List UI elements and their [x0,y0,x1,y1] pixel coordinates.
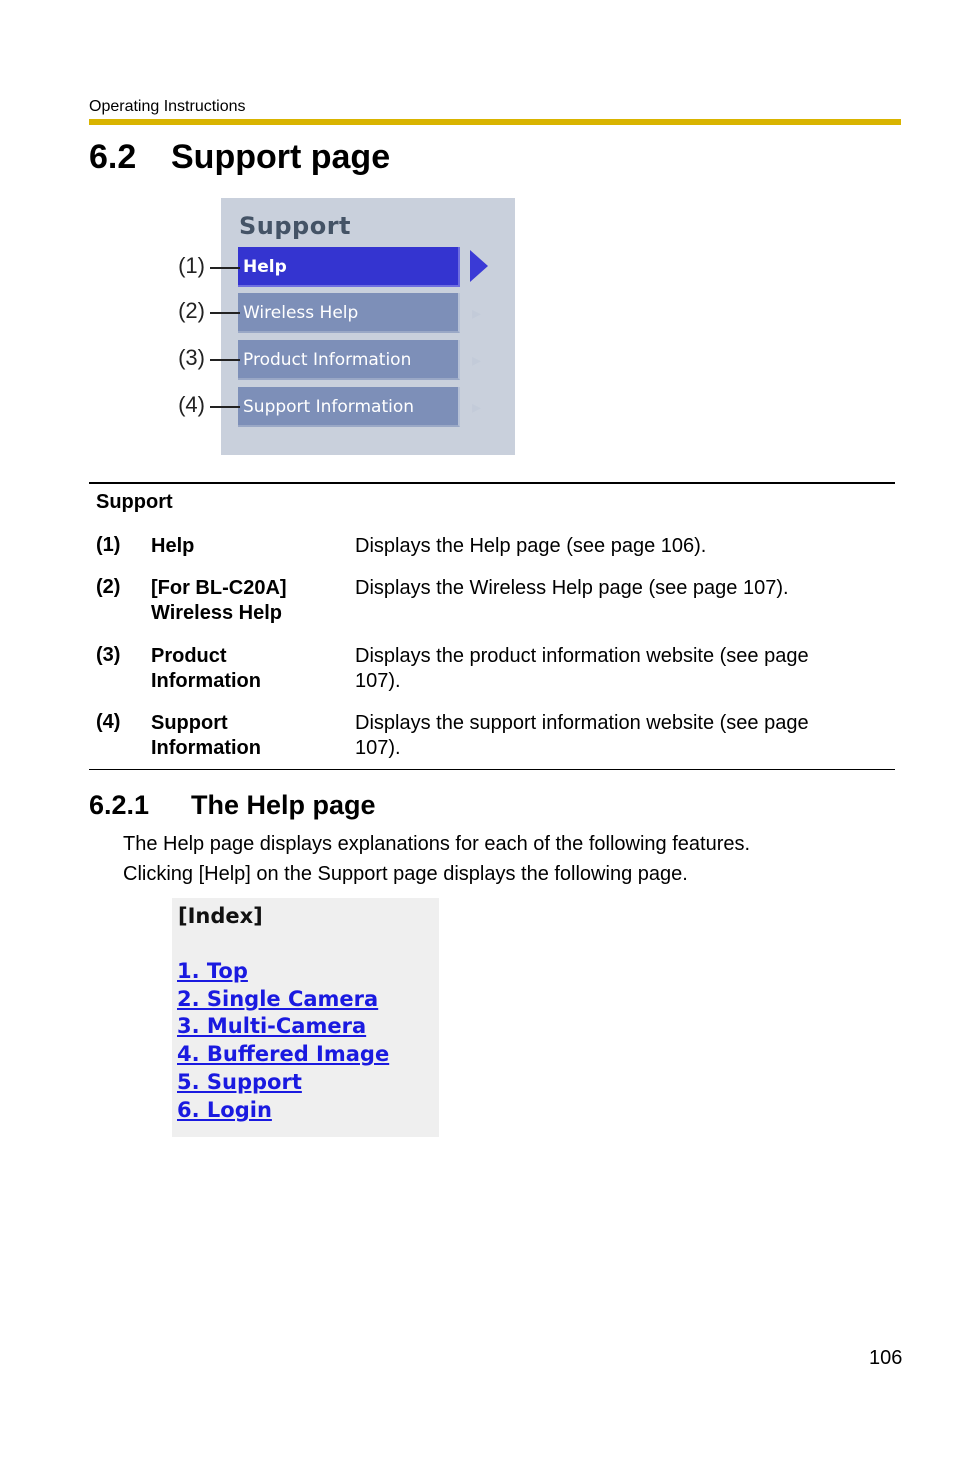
support-panel-heading: Support [239,212,352,240]
index-link-support[interactable]: 5. Support [177,1070,302,1094]
row-desc-line: Displays the Wireless Help page (see page 107). [355,577,789,599]
callout-line [210,312,240,314]
callout-line [210,406,240,408]
row-name-line: Information [151,670,261,692]
row-desc-line: Displays the product information website (see page [355,645,809,667]
row-name-line: Information [151,737,261,759]
row-name-line: Wireless Help [151,602,282,624]
row-description [355,711,875,761]
index-link-single-camera[interactable]: 2. Single Camera [177,987,379,1011]
faded-arrow-icon: ▸ [472,303,482,323]
row-name [151,711,351,761]
row-name [151,576,351,626]
faded-arrow-icon: ▸ [472,397,482,417]
row-number: (2) [96,576,121,598]
callout-2: (2) [178,298,205,323]
index-heading: [Index] [178,904,263,928]
row-desc-line: 107). [355,670,401,692]
row-desc-line: 107). [355,737,401,759]
page-number: 106 [869,1347,903,1369]
running-header: Operating Instructions [89,98,246,115]
subsection-heading [89,790,376,821]
row-description [355,534,875,559]
body-paragraph: Clicking [Help] on the Support page displays the following page. [123,863,688,885]
callout-4: (4) [178,392,205,417]
section-number: 6.2 [89,138,137,176]
help-index-screenshot [172,898,439,1137]
header-rule [89,119,901,125]
subsection-number: 6.2.1 [89,790,150,820]
table-heading: Support [96,491,173,513]
row-name-line: Help [151,535,195,557]
row-name [151,644,351,694]
row-name-line: [For BL-C20A] [151,577,287,599]
body-paragraph: The Help page displays explanations for each of the following features. [123,833,751,855]
support-screenshot [221,198,515,455]
row-number: (3) [96,644,121,666]
index-link-login[interactable]: 6. Login [177,1098,272,1122]
row-desc-line: Displays the Help page (see page 106). [355,535,707,557]
section-heading [89,138,390,177]
help-button[interactable]: Help [238,247,460,287]
row-name-line: Support [151,712,228,734]
table-top-rule [89,482,895,484]
faded-arrow-icon: ▸ [472,350,482,370]
callout-line [210,267,240,269]
selected-arrow-icon [470,250,488,282]
row-number: (1) [96,534,121,556]
row-number: (4) [96,711,121,733]
index-link-top[interactable]: 1. Top [177,959,248,983]
row-desc-line: Displays the support information website (see page [355,712,809,734]
row-description [355,576,875,601]
subsection-title: The Help page [191,790,376,820]
product-information-button[interactable]: Product Information [238,340,460,380]
row-name [151,534,351,559]
section-title: Support page [171,138,391,176]
row-description [355,644,875,694]
wireless-help-button[interactable]: Wireless Help [238,293,460,333]
index-link-multi-camera[interactable]: 3. Multi-Camera [177,1014,367,1038]
table-bottom-rule [89,769,895,770]
index-link-buffered-image[interactable]: 4. Buffered Image [177,1042,390,1066]
support-information-button[interactable]: Support Information [238,387,460,427]
callout-line [210,359,240,361]
row-name-line: Product [151,645,227,667]
callout-3: (3) [178,345,205,370]
callout-1: (1) [178,253,205,278]
